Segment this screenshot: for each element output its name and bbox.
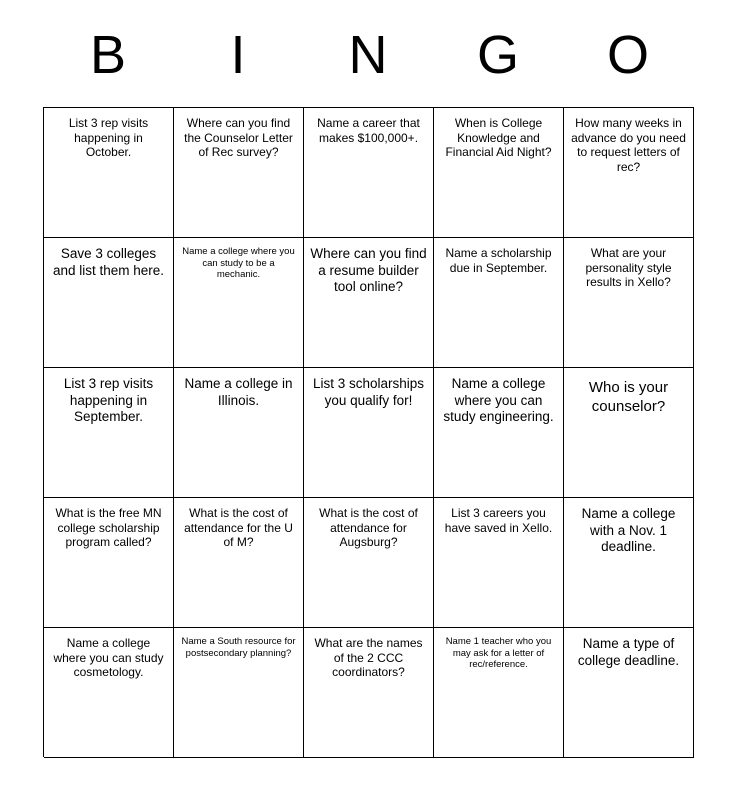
bingo-grid	[43, 107, 694, 757]
bingo-cell	[44, 368, 174, 498]
header-letter-n: N	[348, 25, 388, 85]
bingo-cell	[564, 108, 694, 238]
cell-text: What is the cost of attendance for the U of M?	[184, 506, 293, 549]
bingo-cell	[44, 238, 174, 368]
cell-text: Who is your counselor?	[588, 379, 669, 415]
bingo-cell	[44, 498, 174, 628]
header-letter-i: I	[230, 25, 246, 85]
cell-text: What is the free MN college scholarship program called?	[55, 506, 162, 549]
bingo-cell	[44, 108, 174, 238]
cell-text: When is College Knowledge and Financial Aid Night?	[445, 116, 552, 159]
cell-text: Name a college with a Nov. 1 deadline.	[581, 506, 676, 554]
cell-text: What is the cost of attendance for Augsburg?	[319, 506, 418, 549]
bingo-cell	[434, 498, 564, 628]
bingo-cell	[564, 368, 694, 498]
cell-text: Name a college where you can study engineering.	[443, 376, 554, 424]
cell-text: Name a college where you can study cosmetology.	[53, 636, 164, 679]
bingo-cell	[304, 108, 434, 238]
cell-text: Save 3 colleges and list them here.	[52, 246, 165, 278]
cell-text: Name a type of college deadline.	[577, 636, 680, 668]
cell-text: Name 1 teacher who you may ask for a letter of rec/reference.	[445, 636, 552, 670]
cell-text: List 3 rep visits happening in October.	[68, 116, 149, 159]
cell-text: List 3 scholarships you qualify for!	[312, 376, 425, 408]
cell-text: Name a college where you can study to be a mechanic.	[182, 246, 295, 280]
bingo-cell	[434, 238, 564, 368]
cell-text: What are your personality style results in Xello?	[585, 246, 672, 289]
cell-text: List 3 rep visits happening in September.	[63, 376, 154, 424]
bingo-cell	[434, 108, 564, 238]
bingo-cell	[434, 368, 564, 498]
bingo-cell	[564, 498, 694, 628]
header-letter-g: G	[476, 25, 519, 85]
cell-text: Name a South resource for postsecondary planning?	[181, 636, 296, 659]
cell-text: Where can you find the Counselor Letter of Rec survey?	[184, 116, 293, 159]
bingo-cell	[564, 238, 694, 368]
cell-text: Name a career that makes $100,000+.	[317, 116, 420, 145]
bingo-cell	[174, 238, 304, 368]
cell-text: Name a college in Illinois.	[184, 376, 293, 408]
bingo-cell	[304, 628, 434, 758]
cell-text: Where can you find a resume builder tool online?	[310, 246, 427, 294]
bingo-cell	[564, 628, 694, 758]
bingo-cell	[174, 628, 304, 758]
bingo-cell	[434, 628, 564, 758]
bingo-cell	[174, 368, 304, 498]
bingo-cell	[304, 368, 434, 498]
cell-text: Name a scholarship due in September.	[445, 246, 552, 275]
bingo-cell	[174, 498, 304, 628]
bingo-cell	[174, 108, 304, 238]
bingo-cell	[304, 498, 434, 628]
header-letter-o: O	[606, 25, 649, 85]
cell-text: What are the names of the 2 CCC coordinators?	[314, 636, 423, 679]
header-letter-b: B	[89, 25, 127, 85]
bingo-cell	[44, 628, 174, 758]
cell-text: List 3 careers you have saved in Xello.	[444, 506, 553, 535]
cell-text: How many weeks in advance do you need to request letters of rec?	[571, 116, 686, 174]
bingo-cell	[304, 238, 434, 368]
bingo-header	[43, 0, 693, 108]
